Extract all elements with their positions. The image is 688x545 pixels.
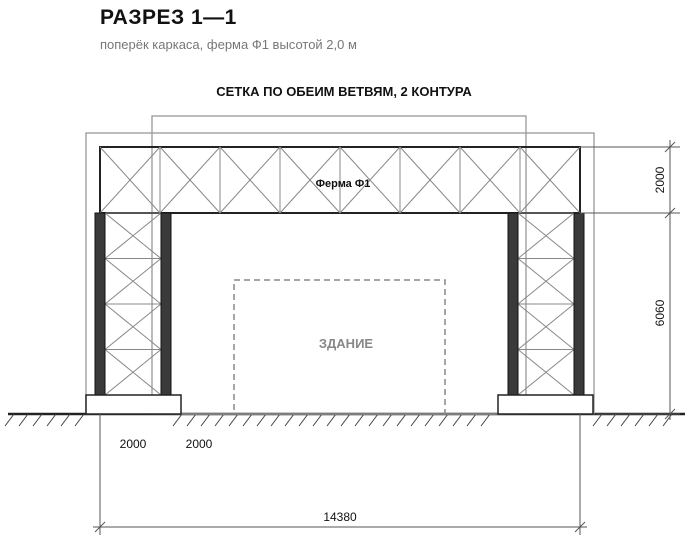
dim-offset-1: 2000 [119,437,147,451]
right-foundation [498,395,593,414]
section-subtitle: поперёк каркаса, ферма Ф1 высотой 2,0 м [100,37,357,52]
left-column-outer [95,213,105,395]
right-tower [498,213,593,414]
dim-total-width: 14380 [323,510,357,524]
dim-truss-height: 2000 [653,166,667,194]
right-column-inner [508,213,518,395]
right-column-outer [574,213,584,395]
dim-offset-2: 2000 [185,437,213,451]
building-label: ЗДАНИЕ [318,336,374,351]
ground-hatch [5,414,672,426]
left-foundation [86,395,181,414]
section-title: РАЗРЕЗ 1—1 [100,6,237,29]
mesh-caption: СЕТКА ПО ОБЕИМ ВЕТВЯМ, 2 КОНТУРА [216,84,472,99]
left-tower [86,213,181,414]
truss-label: Ферма Ф1 [315,178,371,190]
left-column-inner [161,213,171,395]
dim-column-height: 6060 [653,299,667,327]
